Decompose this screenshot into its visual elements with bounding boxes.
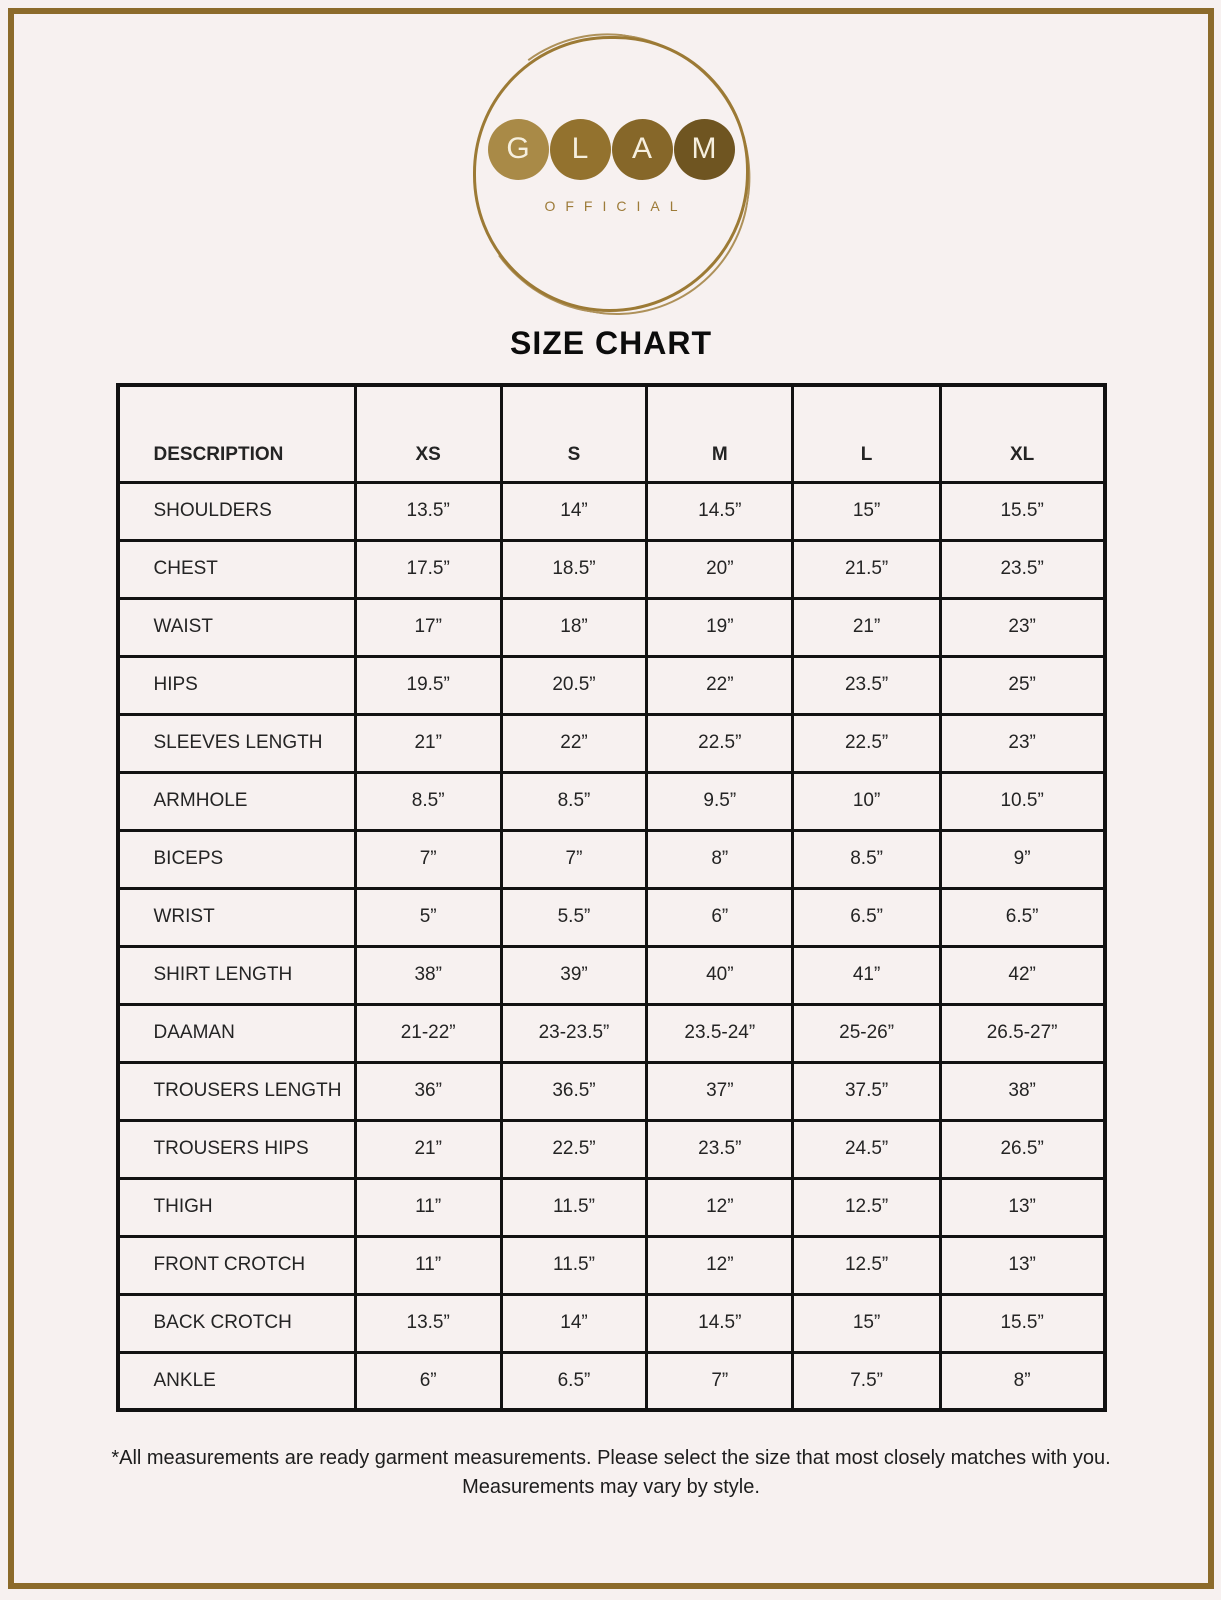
measurement-cell: 23.5” [647, 1120, 793, 1178]
column-header-description: DESCRIPTION [118, 385, 356, 482]
row-label: BICEPS [118, 830, 356, 888]
measurement-cell: 8.5” [355, 772, 501, 830]
measurement-cell: 13.5” [355, 1294, 501, 1352]
measurement-cell: 25” [940, 656, 1104, 714]
measurement-cell: 5” [355, 888, 501, 946]
row-label: ANKLE [118, 1352, 356, 1410]
measurement-cell: 25-26” [793, 1004, 940, 1062]
table-row [118, 946, 1105, 1004]
measurement-cell: 13.5” [355, 482, 501, 540]
measurement-cell: 22” [647, 656, 793, 714]
row-label: CHEST [118, 540, 356, 598]
measurement-cell: 21-22” [355, 1004, 501, 1062]
table-row [118, 830, 1105, 888]
measurement-cell: 15.5” [940, 482, 1104, 540]
table-row [118, 1178, 1105, 1236]
row-label: FRONT CROTCH [118, 1236, 356, 1294]
measurement-cell: 38” [940, 1062, 1104, 1120]
table-row [118, 1004, 1105, 1062]
measurement-cell: 6.5” [501, 1352, 646, 1410]
measurement-cell: 21” [355, 1120, 501, 1178]
table-row [118, 714, 1105, 772]
table-row [118, 1352, 1105, 1410]
logo-letter-circle [550, 119, 611, 180]
measurement-cell: 26.5” [940, 1120, 1104, 1178]
measurement-cell: 21” [793, 598, 940, 656]
measurement-cell: 10.5” [940, 772, 1104, 830]
table-row [118, 540, 1105, 598]
row-label: THIGH [118, 1178, 356, 1236]
measurement-cell: 7” [355, 830, 501, 888]
measurement-cell: 11.5” [501, 1236, 646, 1294]
measurement-cell: 39” [501, 946, 646, 1004]
measurement-cell: 41” [793, 946, 940, 1004]
row-label: ARMHOLE [118, 772, 356, 830]
measurement-cell: 24.5” [793, 1120, 940, 1178]
logo-letter-circles [488, 119, 735, 180]
measurement-cell: 15” [793, 482, 940, 540]
measurement-cell: 22” [501, 714, 646, 772]
measurement-cell: 6” [647, 888, 793, 946]
measurement-cell: 8.5” [793, 830, 940, 888]
logo-letter-circle [674, 119, 735, 180]
table-row [118, 1236, 1105, 1294]
table-row [118, 772, 1105, 830]
measurement-cell: 37” [647, 1062, 793, 1120]
measurement-cell: 18” [501, 598, 646, 656]
logo-letter-circle [488, 119, 549, 180]
measurement-cell: 7” [647, 1352, 793, 1410]
measurement-cell: 11” [355, 1236, 501, 1294]
measurement-cell: 7.5” [793, 1352, 940, 1410]
logo-ring [473, 36, 749, 312]
size-table-body [118, 482, 1105, 1410]
row-label: DAAMAN [118, 1004, 356, 1062]
measurement-cell: 23.5-24” [647, 1004, 793, 1062]
measurement-cell: 10” [793, 772, 940, 830]
logo-letter: L [571, 132, 589, 165]
measurement-cell: 18.5” [501, 540, 646, 598]
measurement-cell: 17.5” [355, 540, 501, 598]
measurement-cell: 17” [355, 598, 501, 656]
measurement-cell: 9” [940, 830, 1104, 888]
measurement-cell: 13” [940, 1236, 1104, 1294]
measurement-cell: 23-23.5” [501, 1004, 646, 1062]
measurement-cell: 6.5” [793, 888, 940, 946]
row-label: SHOULDERS [118, 482, 356, 540]
measurement-cell: 23” [940, 714, 1104, 772]
measurement-cell: 15” [793, 1294, 940, 1352]
measurement-cell: 6” [355, 1352, 501, 1410]
column-header-xs: XS [355, 385, 501, 482]
measurement-cell: 22.5” [793, 714, 940, 772]
footnote [81, 1444, 1141, 1502]
column-header-s: S [501, 385, 646, 482]
row-label: WRIST [118, 888, 356, 946]
table-row [118, 1294, 1105, 1352]
brand-logo [473, 36, 749, 312]
measurement-cell: 5.5” [501, 888, 646, 946]
measurement-cell: 20” [647, 540, 793, 598]
row-label: TROUSERS LENGTH [118, 1062, 356, 1120]
measurement-cell: 20.5” [501, 656, 646, 714]
measurement-cell: 42” [940, 946, 1104, 1004]
column-header-m: M [647, 385, 793, 482]
measurement-cell: 11” [355, 1178, 501, 1236]
measurement-cell: 11.5” [501, 1178, 646, 1236]
measurement-cell: 26.5-27” [940, 1004, 1104, 1062]
measurement-cell: 22.5” [501, 1120, 646, 1178]
measurement-cell: 14” [501, 482, 646, 540]
measurement-cell: 8” [940, 1352, 1104, 1410]
measurement-cell: 12.5” [793, 1178, 940, 1236]
table-row [118, 482, 1105, 540]
measurement-cell: 12.5” [793, 1236, 940, 1294]
measurement-cell: 14” [501, 1294, 646, 1352]
row-label: HIPS [118, 656, 356, 714]
measurement-cell: 9.5” [647, 772, 793, 830]
table-header-row [118, 385, 1105, 482]
measurement-cell: 38” [355, 946, 501, 1004]
measurement-cell: 13” [940, 1178, 1104, 1236]
measurement-cell: 15.5” [940, 1294, 1104, 1352]
row-label: WAIST [118, 598, 356, 656]
size-chart-table [116, 383, 1107, 1412]
page-title: SIZE CHART [510, 325, 712, 361]
measurement-cell: 14.5” [647, 482, 793, 540]
logo-letter: G [506, 132, 530, 165]
measurement-cell: 40” [647, 946, 793, 1004]
logo-subtitle: OFFICIAL [544, 197, 688, 214]
measurement-cell: 21.5” [793, 540, 940, 598]
page-frame [8, 8, 1214, 1589]
table-row [118, 888, 1105, 946]
measurement-cell: 21” [355, 714, 501, 772]
measurement-cell: 12” [647, 1178, 793, 1236]
measurement-cell: 36” [355, 1062, 501, 1120]
row-label: BACK CROTCH [118, 1294, 356, 1352]
table-row [118, 1062, 1105, 1120]
row-label: TROUSERS HIPS [118, 1120, 356, 1178]
measurement-cell: 7” [501, 830, 646, 888]
measurement-cell: 22.5” [647, 714, 793, 772]
table-row [118, 656, 1105, 714]
logo-letter-circle [612, 119, 673, 180]
logo-letter: M [691, 132, 717, 165]
measurement-cell: 37.5” [793, 1062, 940, 1120]
row-label: SLEEVES LENGTH [118, 714, 356, 772]
measurement-cell: 23.5” [940, 540, 1104, 598]
measurement-cell: 23” [940, 598, 1104, 656]
measurement-cell: 14.5” [647, 1294, 793, 1352]
table-row [118, 598, 1105, 656]
measurement-cell: 12” [647, 1236, 793, 1294]
column-header-l: L [793, 385, 940, 482]
measurement-cell: 6.5” [940, 888, 1104, 946]
footnote-line-2: Measurements may vary by style. [462, 1476, 760, 1498]
column-header-xl: XL [940, 385, 1104, 482]
logo-letter: A [631, 132, 652, 165]
measurement-cell: 23.5” [793, 656, 940, 714]
measurement-cell: 8” [647, 830, 793, 888]
table-row [118, 1120, 1105, 1178]
measurement-cell: 8.5” [501, 772, 646, 830]
measurement-cell: 19” [647, 598, 793, 656]
measurement-cell: 19.5” [355, 656, 501, 714]
footnote-line-1: *All measurements are ready garment measurements. Please select the size that most closely matches with you. [111, 1447, 1111, 1469]
row-label: SHIRT LENGTH [118, 946, 356, 1004]
measurement-cell: 36.5” [501, 1062, 646, 1120]
